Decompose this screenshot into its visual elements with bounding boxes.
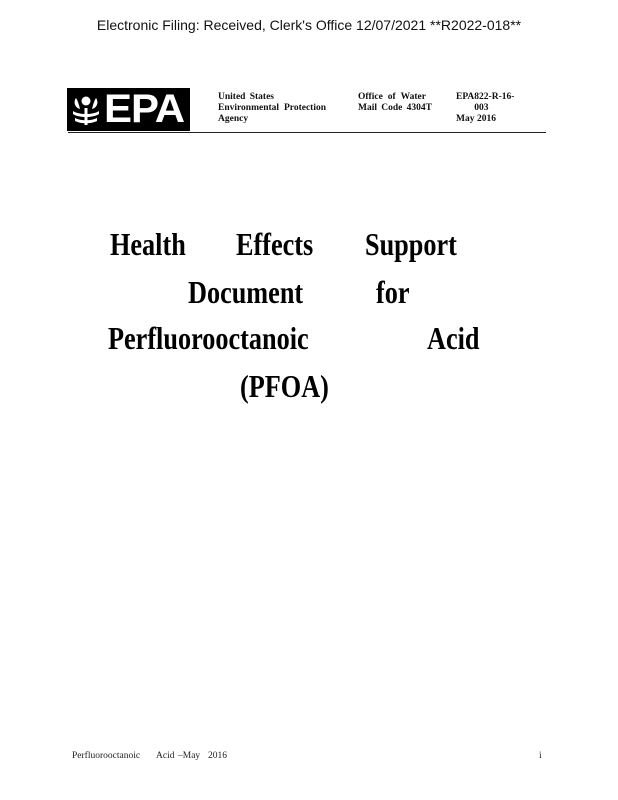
header-word: May	[456, 114, 475, 124]
header-word: Environmental	[218, 103, 280, 113]
header-word: Agency	[218, 114, 249, 124]
title-word: Health	[110, 226, 186, 262]
epa-flower-icon	[67, 88, 105, 131]
header-word: Office	[358, 92, 383, 102]
title-word: Acid	[427, 320, 480, 356]
header-word: Code	[381, 103, 403, 113]
header-word: Water	[400, 92, 426, 102]
header-word: United	[218, 92, 246, 102]
epa-logo-text: EPA	[104, 87, 185, 131]
title-word: for	[376, 274, 410, 310]
header-word: Protection	[283, 103, 326, 113]
header-word: 2016	[477, 114, 496, 124]
title-word: Perfluorooctanoic	[108, 320, 309, 356]
page-number: i	[539, 751, 542, 761]
office-info	[358, 92, 432, 114]
epa-logo	[67, 88, 190, 131]
footer-word: –May	[178, 751, 201, 761]
header-word: 4304T	[406, 103, 432, 113]
header-word: of	[387, 92, 396, 102]
footer-word: Perfluorooctanoic	[72, 751, 141, 761]
title-word: Support	[365, 226, 457, 262]
header-word: Mail	[358, 103, 377, 113]
title-word: Effects	[236, 226, 314, 262]
header-rule	[68, 132, 546, 133]
header-word: EPA	[456, 92, 475, 102]
title-word: (PFOA)	[240, 368, 329, 404]
footer-word: Acid	[156, 751, 175, 761]
header-word: 822-R-16-003	[474, 92, 515, 113]
title-word: Document	[188, 274, 304, 310]
filing-stamp: Electronic Filing: Received, Clerk's Office 12/07/2021 **R2022-018**	[96, 17, 522, 33]
agency-name	[218, 92, 326, 125]
header-word: States	[249, 92, 274, 102]
footer-word: 2016	[208, 751, 227, 761]
document-number	[456, 92, 528, 125]
